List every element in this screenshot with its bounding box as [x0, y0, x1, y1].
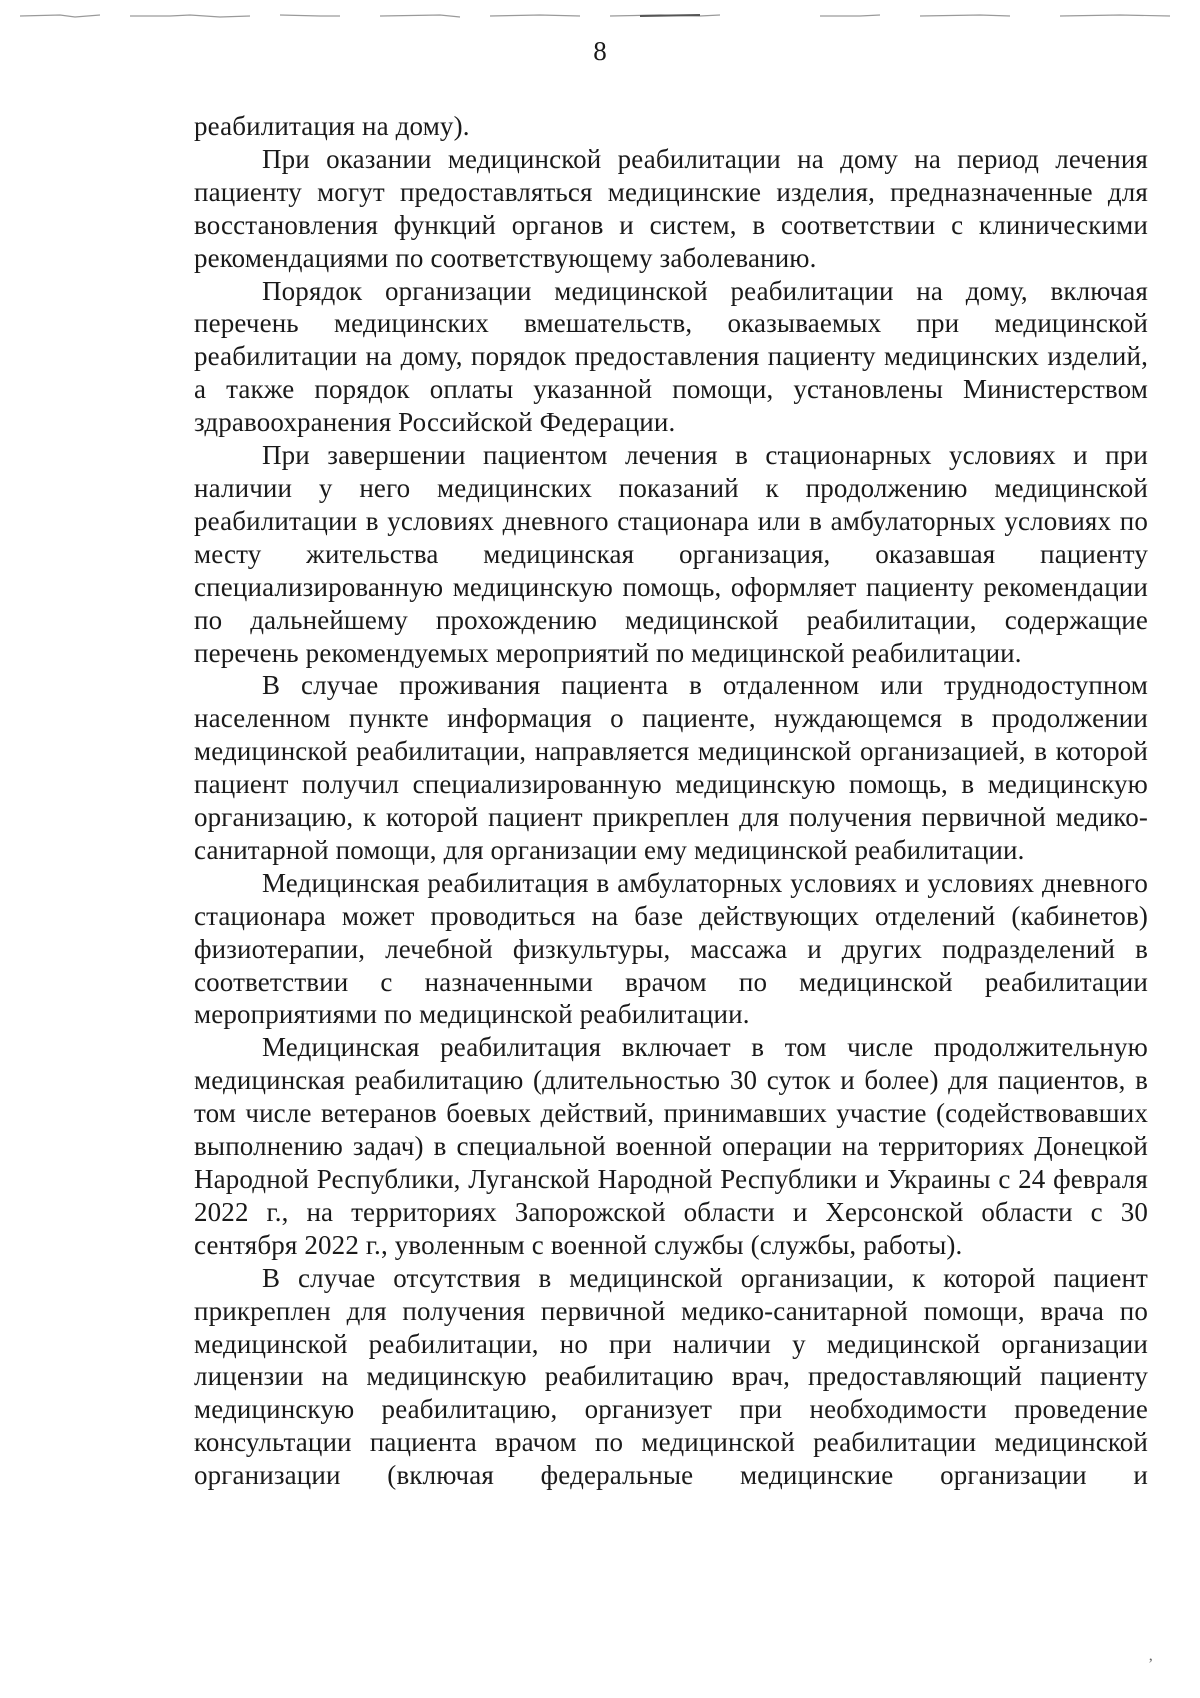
paragraph: Порядок организации медицинской реабилитации на дому, включая перечень медицинских вмешательств, оказываемых при медицинской реабилитации на дому, порядок предоставления пациенту медицинских изделий, а также порядок оплаты указанной помощи, установлены Министерством здравоохранения Российской Федерации. — [194, 275, 1148, 438]
paragraph: реабилитация на дому). — [194, 111, 470, 141]
paragraph: Медицинская реабилитация в амбулаторных условиях и условиях дневного стационара может проводиться на базе действующих отделений (кабинетов) физиотерапии, лечебной физкультуры, массажа и других подразделений в соответствии с назначенными врачом по медицинской реабилитации мероприятиями по медицинской реабилитации. — [194, 867, 1148, 1030]
scan-artifact: ʼ — [1148, 1656, 1154, 1673]
page-number: 8 — [593, 36, 607, 66]
document-body — [194, 110, 1148, 1492]
paragraph: Медицинская реабилитация включает в том числе продолжительную медицинская реабилитацию (длительностью 30 суток и более) для пациентов, в том числе ветеранов боевых действий, принимавших участие (содействовавших выполнению задач) в специальной военной операции на территориях Донецкой Народной Республики, Луганской Народной Республики и Украины с 24 февраля 2022 г., на территориях Запорожской области и Херсонской области с 30 сентября 2022 г., уволенным с военной службы (службы, работы). — [194, 1032, 1148, 1260]
paragraph: При оказании медицинской реабилитации на дому на период лечения пациенту могут предоставляться медицинские изделия, предназначенные для восстановления функций органов и систем, в соответствии с клиническими рекомендациями по соответствующему заболеванию. — [194, 143, 1148, 273]
paragraph: В случае проживания пациента в отдаленном или труднодоступном населенном пункте информация о пациенте, нуждающемся в продолжении медицинской реабилитации, направляется медицинской организацией, в которой пациент получил специализированную медицинскую помощь, в медицинскую организацию, к которой пациент прикреплен для получения первичной медико-санитарной помощи, для организации ему медицинской реабилитации. — [194, 670, 1148, 865]
paragraph: При завершении пациентом лечения в стационарных условиях и при наличии у него медицинских показаний к продолжению медицинской реабилитации в условиях дневного стационара или в амбулаторных условиях по месту жительства медицинская организация, оказавшая пациенту специализированную медицинскую помощь, оформляет пациенту рекомендации по дальнейшему прохождению медицинской реабилитации, содержащие перечень рекомендуемых мероприятий по медицинской реабилитации. — [194, 440, 1148, 668]
paragraph: В случае отсутствия в медицинской организации, к которой пациент прикреплен для получения первичной медико-санитарной помощи, врача по медицинской реабилитации, но при наличии у медицинской организации лицензии на медицинскую реабилитацию врач, предоставляющий пациенту медицинскую реабилитацию, организует при необходимости проведение консультации пациента врачом по медицинской реабилитации медицинской организации (включая федеральные медицинские организации и — [194, 1262, 1148, 1491]
scan-artifact — [20, 10, 1180, 22]
